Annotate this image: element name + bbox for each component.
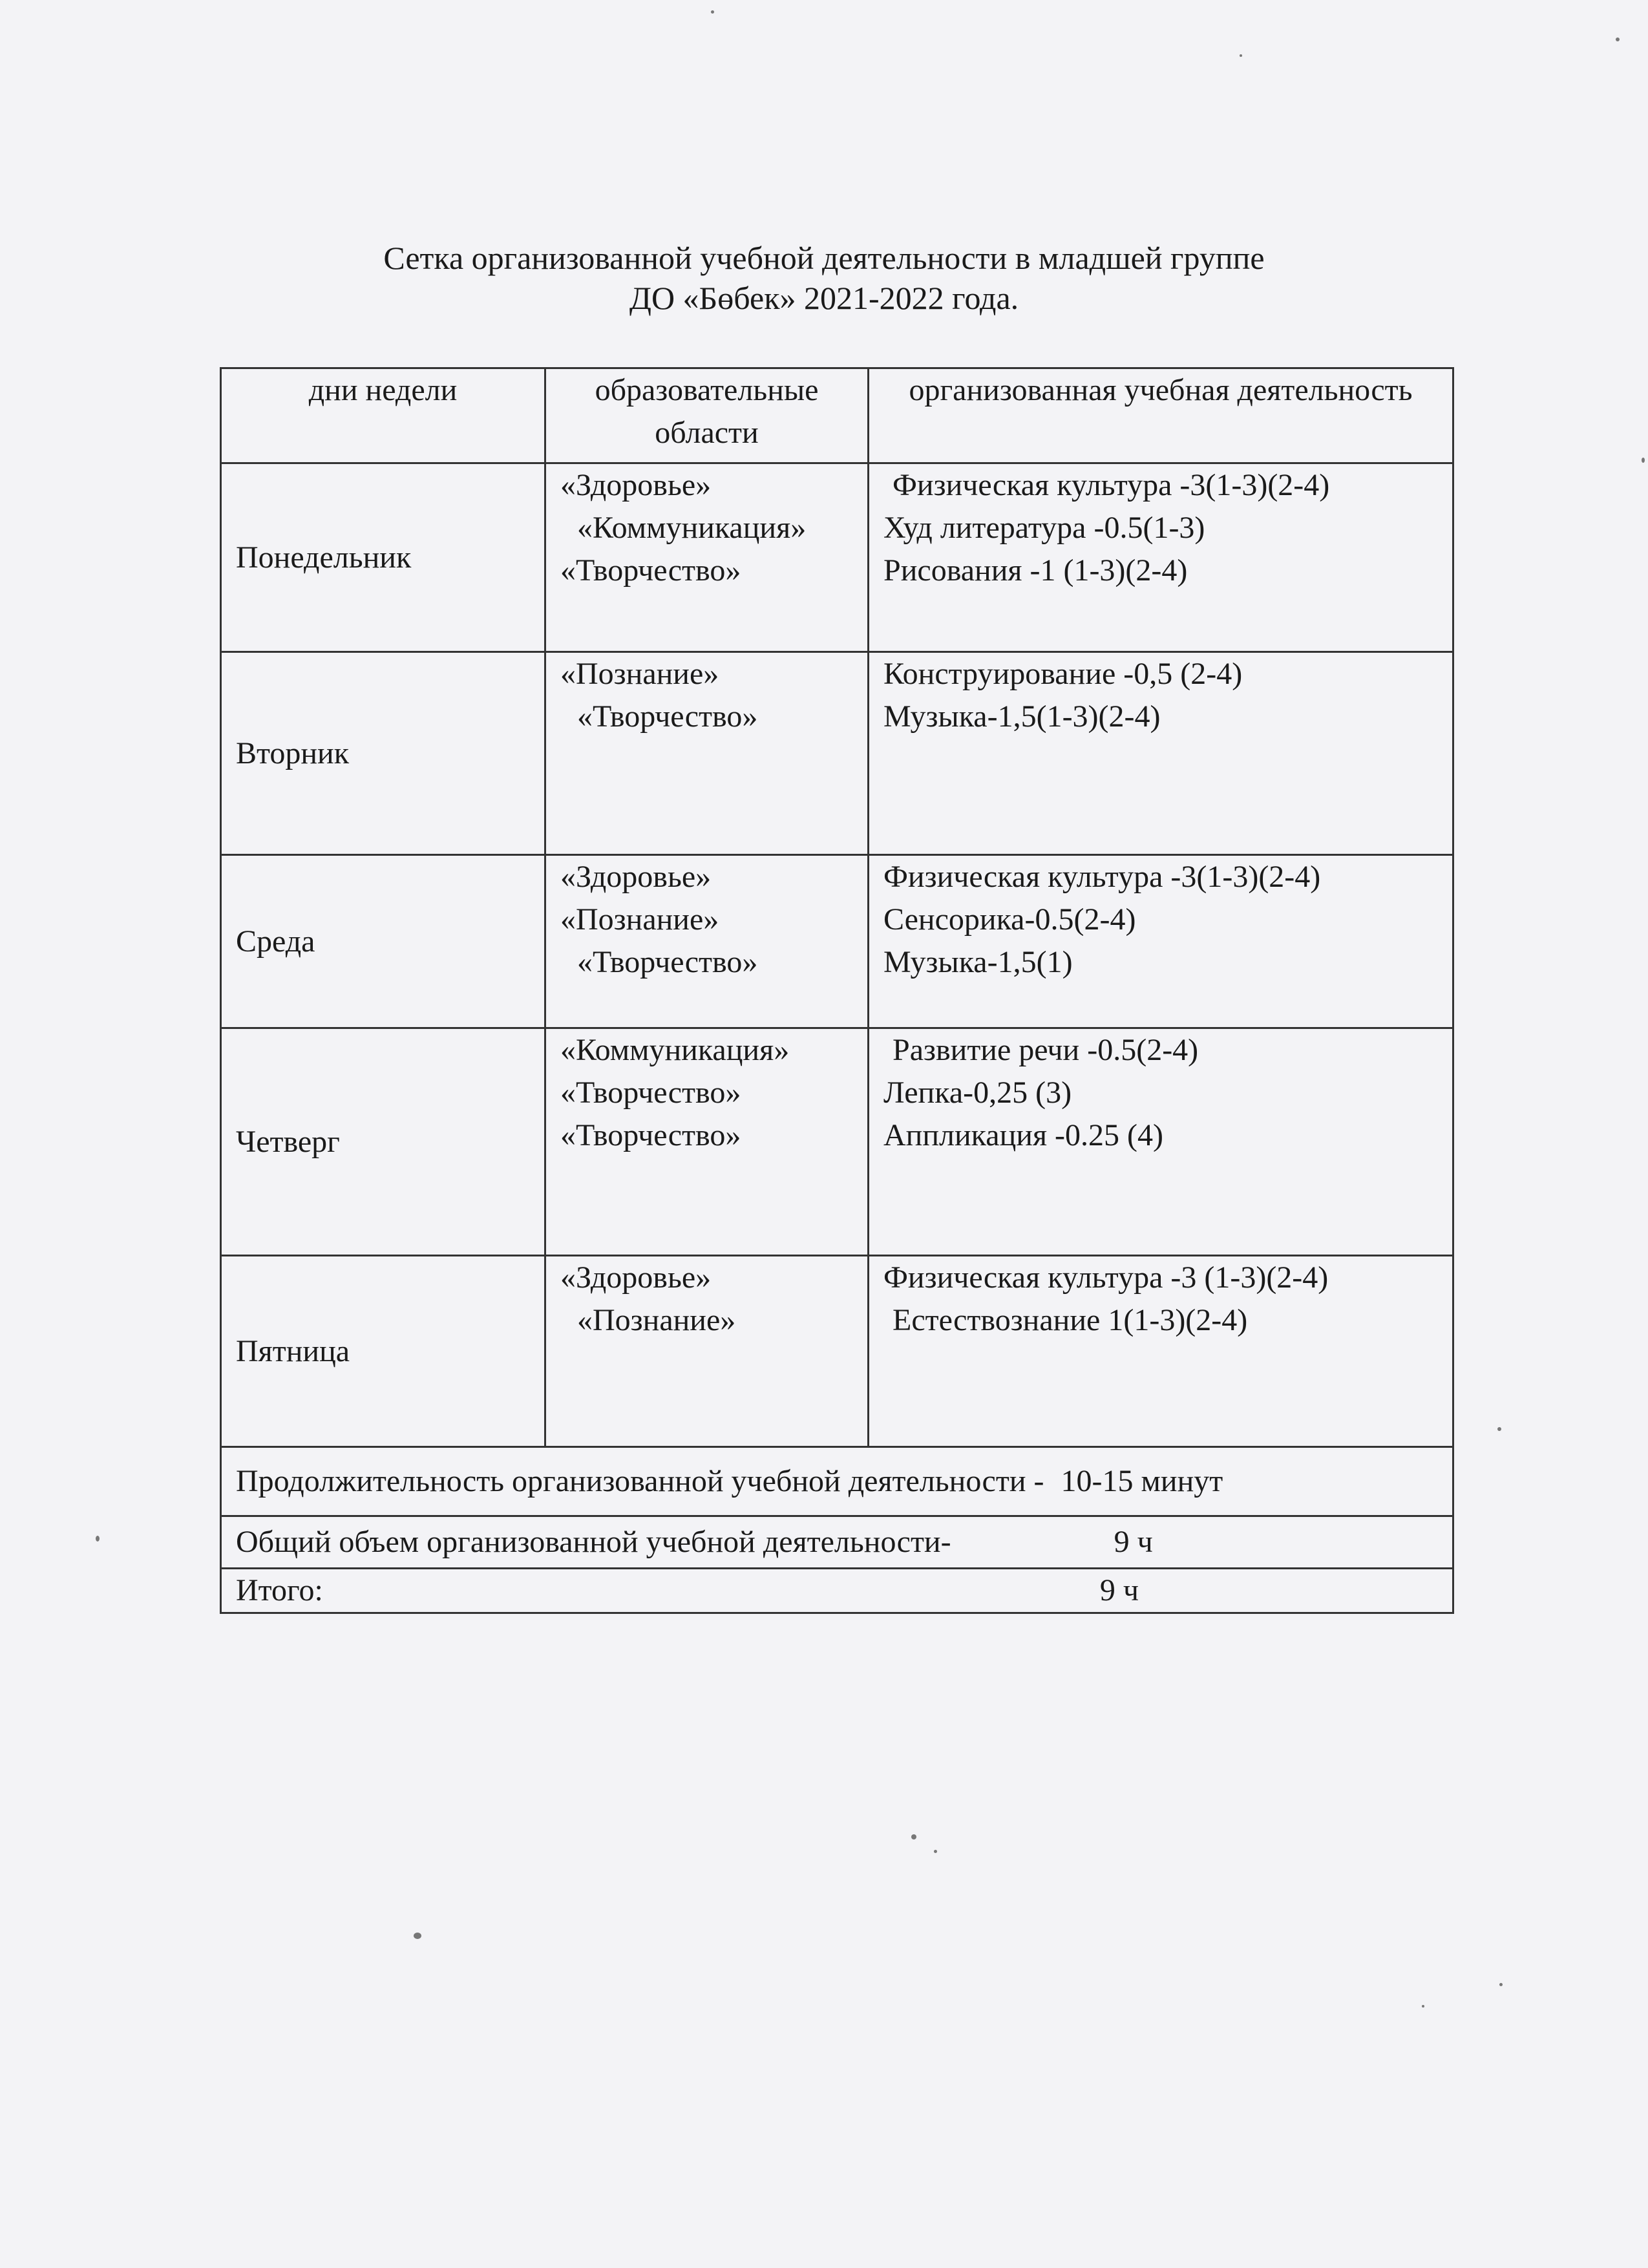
scan-speck	[1499, 1983, 1503, 1986]
summary-row-total	[221, 1569, 1453, 1613]
duration-label: Продолжительность организованной учебной деятельности -	[236, 1464, 1044, 1498]
activity-item: Развитие речи -0.5(2-4)	[893, 1033, 1199, 1067]
area-item: «Творчество»	[577, 699, 758, 734]
summary-row-volume	[221, 1516, 1453, 1569]
areas-cell	[545, 652, 869, 855]
scan-speck	[1240, 54, 1242, 57]
title-line-2: ДО «Бөбек» 2021-2022 года.	[629, 280, 1019, 316]
title-line-1: Сетка организованной учебной деятельности в младшей группе	[383, 240, 1265, 276]
table-header-row	[221, 368, 1453, 463]
scan-speck	[911, 1834, 916, 1839]
table-row-tuesday	[221, 652, 1453, 855]
activity-item: Музыка-1,5(1-3)(2-4)	[883, 699, 1161, 734]
table-row-wednesday	[221, 855, 1453, 1028]
area-item: «Творчество»	[560, 553, 741, 588]
header-activities: организованная учебная деятельность	[869, 368, 1453, 463]
activity-item: Сенсорика-0.5(2-4)	[883, 902, 1136, 937]
areas-cell	[545, 1028, 869, 1256]
volume-value: 9 ч	[1114, 1525, 1153, 1559]
area-item: «Здоровье»	[560, 468, 712, 502]
table-row-thursday	[221, 1028, 1453, 1256]
area-item: «Здоровье»	[560, 860, 712, 894]
day-cell: Вторник	[221, 652, 545, 855]
activity-item: Физическая культура -3(1-3)(2-4)	[893, 468, 1330, 502]
areas-cell	[545, 1256, 869, 1447]
area-item: «Коммуникация»	[577, 511, 807, 545]
activities-cell	[869, 1256, 1453, 1447]
day-cell: Среда	[221, 855, 545, 1028]
activities-cell	[869, 463, 1453, 652]
scan-speck	[1497, 1427, 1501, 1431]
duration-value: 10-15 минут	[1061, 1464, 1223, 1498]
area-item: «Творчество»	[577, 945, 758, 979]
header-days: дни недели	[221, 368, 545, 463]
total-value: 9 ч	[1099, 1573, 1139, 1607]
activity-item: Худ литература -0.5(1-3)	[883, 511, 1205, 545]
activities-cell	[869, 652, 1453, 855]
day-cell: Четверг	[221, 1028, 545, 1256]
scan-speck	[1422, 2005, 1424, 2008]
scan-speck	[1642, 458, 1645, 463]
areas-cell	[545, 855, 869, 1028]
table-row-friday	[221, 1256, 1453, 1447]
activity-item: Лепка-0,25 (3)	[883, 1076, 1072, 1110]
activity-item: Естествознание 1(1-3)(2-4)	[893, 1303, 1248, 1337]
summary-volume-cell	[221, 1516, 1453, 1569]
area-item: «Творчество»	[560, 1118, 741, 1152]
activity-item: Физическая культура -3(1-3)(2-4)	[883, 860, 1321, 894]
area-item: «Коммуникация»	[560, 1033, 790, 1067]
scan-speck	[1616, 37, 1620, 41]
summary-duration-cell	[221, 1447, 1453, 1516]
activity-item: Музыка-1,5(1)	[883, 945, 1073, 979]
scan-speck	[96, 1536, 100, 1542]
activities-cell	[869, 1028, 1453, 1256]
activity-item: Физическая культура -3 (1-3)(2-4)	[883, 1260, 1329, 1295]
day-cell: Пятница	[221, 1256, 545, 1447]
area-item: «Познание»	[577, 1303, 736, 1337]
scan-speck	[711, 10, 714, 14]
area-item: «Познание»	[560, 902, 719, 937]
day-cell: Понедельник	[221, 463, 545, 652]
table-row-monday	[221, 463, 1453, 652]
scan-speck	[414, 1933, 421, 1939]
volume-label: Общий объем организованной учебной деятельности-	[236, 1525, 951, 1559]
activity-item: Рисования -1 (1-3)(2-4)	[883, 553, 1188, 588]
total-label: Итого:	[236, 1573, 323, 1607]
scan-speck	[934, 1850, 937, 1853]
activity-item: Конструирование -0,5 (2-4)	[883, 657, 1243, 691]
document-title	[0, 238, 1648, 318]
area-item: «Здоровье»	[560, 1260, 712, 1295]
area-item: «Познание»	[560, 657, 719, 691]
area-item: «Творчество»	[560, 1076, 741, 1110]
summary-row-duration	[221, 1447, 1453, 1516]
schedule-table	[220, 367, 1454, 1614]
areas-cell	[545, 463, 869, 652]
header-areas: образовательные области	[545, 368, 869, 463]
activities-cell	[869, 855, 1453, 1028]
summary-total-cell	[221, 1569, 1453, 1613]
activity-item: Аппликация -0.25 (4)	[883, 1118, 1163, 1152]
